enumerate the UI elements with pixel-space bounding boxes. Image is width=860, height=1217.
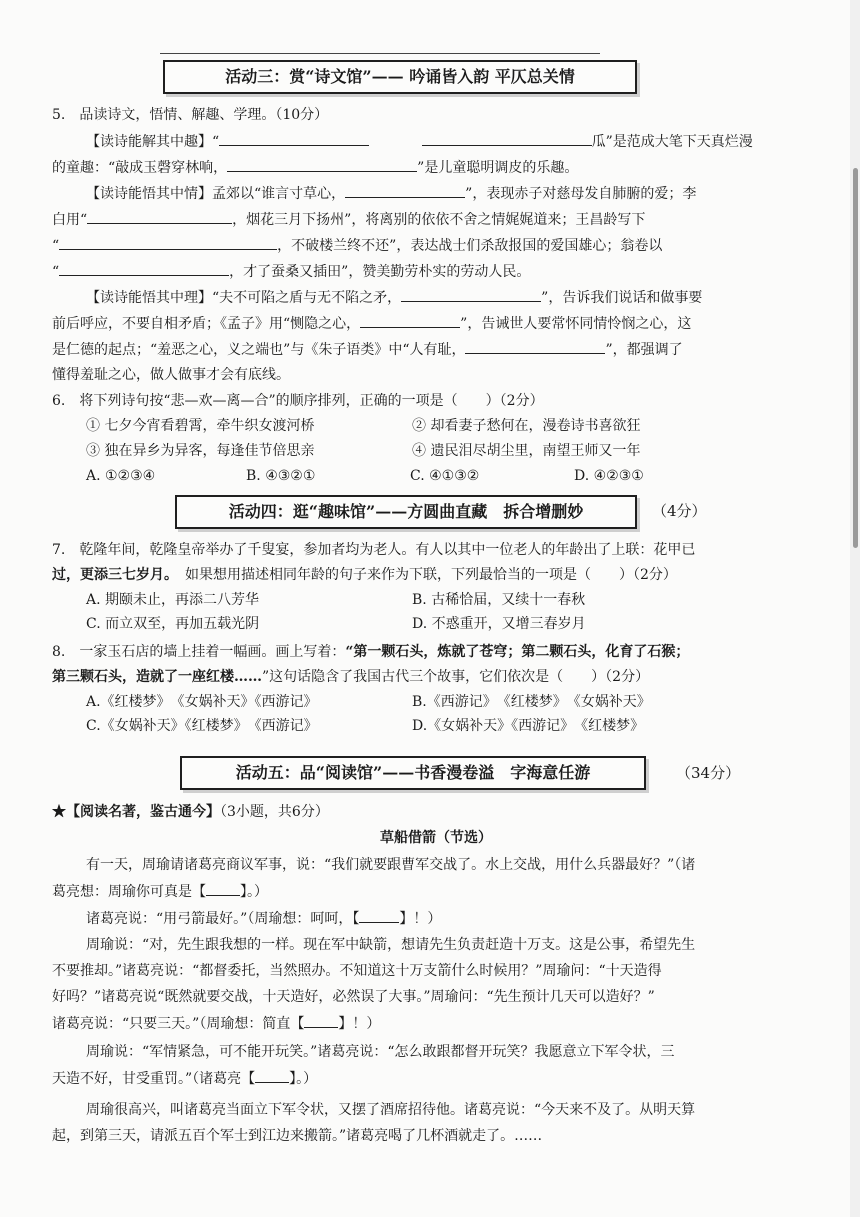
q5-line7 [86,287,702,308]
q5-line5-a: “ [52,238,60,254]
activity4-title: 活动四：逛“趣味馆”——方圆曲直藏 拆合增删妙 [228,502,584,521]
q7-option-d[interactable]: D. 不惑重开，又增三春岁月 [412,616,586,632]
q5-line6-b: ，才了蚕桑又插田”，赞美勤劳朴实的劳动人民。 [229,264,531,280]
reading-p1-line1: 有一天，周瑜请诸葛亮商议军事，说：“我们就要跟曹军交战了。水上交战，用什么兵器最好？”（诸 [86,857,696,873]
activity3-title-box [163,60,637,94]
q5-line1-a: 【读诗能解其中趣】“ [86,134,220,150]
q8-line2-bold: 第三颗石头，造就了一座红楼…… [52,669,262,685]
q7-line2-bold: 过，更添三七岁月。 [52,567,171,583]
q8-line1-a: 8. 一家玉石店的墙上挂着一幅画。画上写着： [52,644,346,660]
activity4-title-box [175,495,637,529]
q5-line8 [52,313,691,334]
q5-line3-b: ”，表现赤子对慈母发自肺腑的爱；李 [465,186,697,202]
q5-line4-a: 白用“ [52,212,88,228]
reading-p3-line4-a: 诸葛亮说：“只要三天。”（周瑜想：简直【 [52,1016,305,1032]
q6-stem: 6. 将下列诗句按“悲—欢—离—合”的顺序排列，正确的一项是（ ）（2分） [52,393,544,409]
reading-p2-a: 诸葛亮说：“用弓箭最好。”（周瑜想：呵呵，【 [86,911,360,927]
q5-line2 [52,157,578,178]
q5-line8-b: ”，告诫世人要常怀同情怜悯之心，这 [460,316,692,332]
reading-blank-3[interactable] [304,1013,338,1028]
q5-blank-3[interactable] [227,157,417,172]
q7-line1: 7. 乾隆年间，乾隆皇帝举办了千叟宴，参加者均为老人。有人以其中一位老人的年龄出了上联：花甲已 [52,542,696,558]
reading-p5-line2: 起，到第三天，请派五百个军士到江边来搬箭。”诸葛亮喝了几杯酒就走了。…… [52,1128,543,1144]
activity5-title-box [180,756,646,790]
q5-line2-a: 的童趣：“敲成玉磬穿林响， [52,160,228,176]
scrollbar-track[interactable] [850,0,860,1217]
reading-p3-line1: 周瑜说：“对，先生跟我想的一样。现在军中缺箭，想请先生负责赶造十万支。这是公事，希望先生 [86,937,696,953]
q5-blank-8[interactable] [401,287,541,302]
reading-p5-line1: 周瑜很高兴，叫诸葛亮当面立下军令状，又摆了酒席招待他。诸葛亮说：“今天来不及了。从明天算 [86,1102,696,1118]
q8-line1 [52,642,689,662]
reading-p2 [86,908,441,929]
scrollbar-thumb[interactable] [853,168,858,548]
q6-poem-3: ③ 独在异乡为异客，每逢佳节倍思亲 [86,443,315,459]
q6-poem-2: ② 却看妻子愁何在，漫卷诗书喜欲狂 [412,418,641,434]
reading-p3-line4 [52,1013,380,1034]
reading-p3-line2: 不要推却。”诸葛亮说：“都督委托，当然照办。不知道这十万支箭什么时候用？”周瑜问：“十天造得 [52,963,662,979]
q8-line1-bold: “第一颗石头，炼就了苍穹；第二颗石头，化育了石猴； [345,644,690,660]
reading-p4-line2-a: 天造不好，甘受重罚。”（诸葛亮【 [52,1071,256,1087]
q8-line2-b: ”这句话隐含了我国古代三个故事，它们依次是（ ）（2分） [262,669,650,685]
q7-line2-b: 如果想用描述相同年龄的句子来作为下联，下列最恰当的一项是（ ）（2分） [185,567,677,583]
q5-line9-a: 是仁德的起点；“羞恶之心，义之端也”与《朱子语类》中“人有耻， [52,342,466,358]
q5-line9-b: ”，都强调了 [605,342,683,358]
q6-poem-1: ① 七夕今宵看碧霄，牵牛织女渡河桥 [86,418,315,434]
q5-blank-6[interactable] [59,235,277,250]
reading-blank-4[interactable] [255,1068,289,1083]
q6-option-a[interactable]: A. ①②③④ [86,468,156,484]
q8-option-d[interactable]: D.《女娲补天》《西游记》 《红楼梦》 [412,718,645,734]
q8-option-c[interactable]: C.《女娲补天》《红楼梦》 《西游记》 [86,718,318,734]
reading-p3-line3: 好吗？”诸葛亮说“既然就要交战，十天造好，必然误了大事。”周瑜问：“先生预计几天可以造好？” [52,989,655,1005]
q5-line1 [86,131,753,152]
reading-heading [52,802,329,822]
q5-line10: 懂得羞耻之心，做人做事才会有底线。 [52,367,290,383]
q5-line3 [86,183,696,204]
q8-option-b[interactable]: B.《西游记》 《红楼梦》 《女娲补天》 [412,694,651,710]
q5-blank-10[interactable] [465,339,605,354]
top-divider [160,53,600,54]
q5-blank-5[interactable] [87,209,232,224]
reading-p3-line4-b: 】！） [338,1016,381,1032]
reading-p4-line1: 周瑜说：“军情紧急，可不能开玩笑。”诸葛亮说：“怎么敢跟都督开玩笑？我愿意立下军令状，三 [86,1044,675,1060]
q6-option-c[interactable]: C. ④①③② [410,468,480,484]
q7-option-c[interactable]: C. 而立双至，再加五载光阴 [86,616,260,632]
q6-option-b[interactable]: B. ④③②① [246,468,316,484]
q5-line7-b: ”，告诉我们说话和做事要 [541,290,703,306]
reading-p4-line2 [52,1068,317,1089]
q5-line1-b: 瓜”是范成大笔下天真烂漫 [591,134,753,150]
activity4-score: （4分） [652,502,707,520]
q7-option-b[interactable]: B. 古稀恰届，又续十一春秋 [412,592,586,608]
reading-blank-1[interactable] [206,881,240,896]
q8-option-a[interactable]: A.《红楼梦》 《女娲补天》《西游记》 [86,694,318,710]
q5-line6-a: “ [52,264,60,280]
reading-p1-line2 [52,881,268,902]
reading-p4-line2-b: 】。） [289,1071,318,1087]
q5-blank-1[interactable] [219,131,369,146]
reading-blank-2[interactable] [359,908,399,923]
reading-p2-b: 】！） [399,911,442,927]
q6-poem-4: ④ 遗民泪尽胡尘里，南望王师又一年 [412,443,641,459]
q5-blank-7[interactable] [59,261,229,276]
activity5-score: （34分） [676,764,741,782]
q5-line2-b: ”是儿童聪明调皮的乐趣。 [417,160,579,176]
q5-line7-a: 【读诗能悟其中理】“夫不可陷之盾与无不陷之矛， [86,290,402,306]
q7-line2 [52,565,677,585]
q5-line4-b: ，烟花三月下扬州”，将离别的依依不舍之情娓娓道来；王昌龄写下 [232,212,646,228]
reading-p1-line2-b: 】。） [240,884,268,900]
q5-blank-9[interactable] [360,313,460,328]
q7-option-a[interactable]: A. 期颐未止，再添二八芳华 [86,592,260,608]
q8-line2 [52,667,649,687]
q5-line3-a: 【读诗能悟其中情】孟郊以“谁言寸草心， [86,186,346,202]
activity5-title: 活动五：品“阅读馆”——书香漫卷溢 字海意任游 [235,763,591,782]
q5-blank-2[interactable] [422,131,592,146]
q5-stem: 5. 品读诗文，悟情、解趣、学理。（10分） [52,107,329,123]
reading-heading-bold: ★【阅读名著，鉴古通今】 [52,804,220,820]
q5-line6 [52,261,530,282]
q5-line8-a: 前后呼应，不要自相矛盾；《孟子》用“恻隐之心， [52,316,361,332]
q5-blank-4[interactable] [345,183,465,198]
q5-line9 [52,339,683,360]
reading-p1-line2-a: 葛亮想：周瑜你可真是【 [52,884,206,900]
reading-title: 草船借箭（节选） [380,830,492,846]
q6-option-d[interactable]: D. ④②③① [574,468,644,484]
q5-line5 [52,235,662,256]
activity3-title: 活动三：赏“诗文馆”—— 吟诵皆入韵 平仄总关情 [225,67,575,86]
q5-line4 [52,209,645,230]
reading-heading-score: （3小题，共6分） [220,804,329,820]
q5-line5-b: ，不破楼兰终不还”，表达战士们杀敌报国的爱国雄心；翁卷以 [277,238,663,254]
